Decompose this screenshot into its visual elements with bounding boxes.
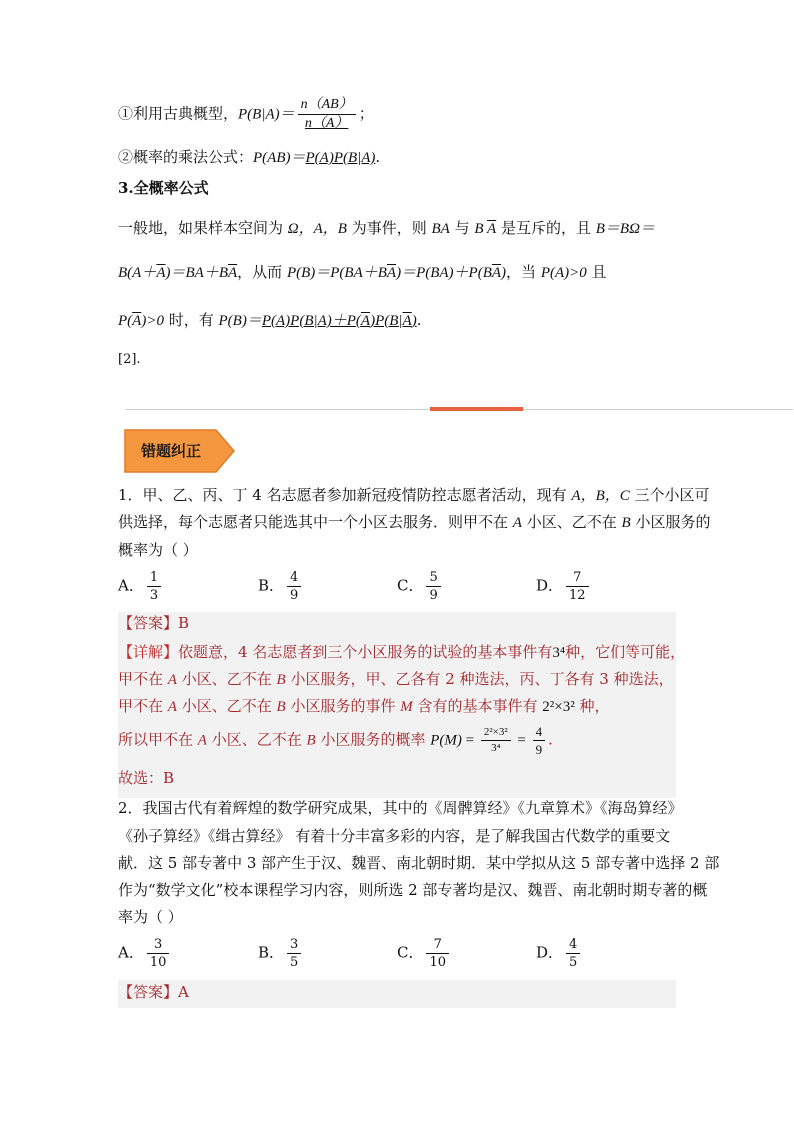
math-segment: A，B，C <box>571 488 630 504</box>
q1-answer-panel <box>118 612 686 798</box>
math-segment: B <box>276 672 286 688</box>
line-text: ②概率的乘法公式： <box>118 148 254 166</box>
q1-answer-line <box>118 613 189 633</box>
total-probability-line-1 <box>118 218 655 239</box>
option-fraction <box>147 570 161 603</box>
q1-conclusion: 故选：B <box>118 769 175 787</box>
q1-stem-line-2 <box>118 512 710 533</box>
option-fraction <box>287 570 301 603</box>
equals-sign: = <box>513 732 530 749</box>
math-segment: )>0 <box>141 313 164 329</box>
q2-stem-line-2: 《孙子算经》《缉古算经》 有着十分丰富多彩的内容，是了解我国古代数学的重要文 <box>118 827 671 845</box>
fraction-numerator: 4 <box>566 937 580 954</box>
text-segment: 供选择，每个志愿者只能选其中一个小区去服务．则甲不在 <box>118 513 513 531</box>
text-segment: 小区服务的事件 <box>285 697 401 715</box>
detail-label: 【详解】 <box>118 643 179 661</box>
equals-sign: = <box>461 732 478 749</box>
option-fraction <box>566 937 580 970</box>
text-segment: 与 <box>449 219 475 237</box>
math-segment: 2²×3² <box>542 699 575 715</box>
text-segment: 种，它们等可能， <box>565 643 686 661</box>
fraction-numerator: 7 <box>426 937 449 954</box>
total-probability-line-3 <box>118 310 422 331</box>
text-segment: 1．甲、乙、丙、丁 4 名志愿者参加新冠疫情防控志愿者活动，现有 <box>118 486 572 504</box>
math-segment: Ω，A，B <box>287 221 347 237</box>
text-segment: 小区、乙不在 <box>176 670 277 688</box>
option-label: B． <box>258 943 285 962</box>
fraction-numerator: 4 <box>287 570 301 587</box>
option-label: B． <box>258 576 285 595</box>
q1-stem-line-3: 概率为（ ） <box>118 541 198 559</box>
q2-option-a <box>118 937 172 970</box>
text-segment: 种， <box>574 697 610 715</box>
classical-model-formula-line <box>118 97 374 132</box>
total-probability-answer <box>262 311 417 329</box>
fraction-denominator: 5 <box>290 955 299 970</box>
text-segment: 甲不在 <box>118 670 168 688</box>
q2-option-b <box>258 937 304 970</box>
math-segment: )＝P(BA)＋P(B <box>396 265 492 281</box>
option-label: A． <box>118 943 144 962</box>
fraction-numerator: 2²×3² <box>481 726 511 741</box>
math-segment: A <box>167 672 177 688</box>
text-segment: 小区、乙不在 <box>521 513 622 531</box>
fraction-denominator: 10 <box>149 955 167 970</box>
q1-option-b <box>258 570 304 603</box>
section-title: 错题纠正 <box>141 442 202 460</box>
fraction-numerator: 4 <box>533 724 546 741</box>
complement-a: A <box>402 313 412 329</box>
answer-label: 【答案】 <box>118 614 179 632</box>
text-segment: 小区、乙不在 <box>176 697 277 715</box>
complement-a: $\overline{A}$ <box>227 265 238 281</box>
text-segment: . <box>416 311 422 329</box>
math-segment: A <box>167 699 177 715</box>
option-label: D． <box>536 576 564 595</box>
answer-label: 【答案】 <box>118 983 179 1001</box>
result-fraction <box>533 724 546 757</box>
q1-option-c <box>397 570 444 603</box>
option-fraction <box>426 937 449 970</box>
option-fraction <box>566 570 589 603</box>
text-segment: 时，有 <box>163 311 219 329</box>
option-fraction <box>287 937 301 970</box>
math-segment: M <box>400 699 413 715</box>
divider-accent-bar <box>430 407 523 411</box>
formula-answer: P(A)P(B|A) <box>305 150 376 166</box>
complement-a: $\overline{A}$ <box>386 265 397 281</box>
math-segment: B <box>276 699 286 715</box>
text-segment: 小区服务的 <box>630 513 711 531</box>
formula-lhs: P(AB)＝ <box>253 150 306 166</box>
fraction-numerator: 3 <box>287 937 301 954</box>
math-segment: P(B)＝P(BA＋B <box>286 265 387 281</box>
math-segment: B <box>621 515 631 531</box>
math-segment: )＝BA＋B <box>165 265 228 281</box>
text-segment: 小区、乙不在 <box>206 730 307 749</box>
q1-option-a <box>118 570 164 603</box>
q1-option-d <box>536 570 592 603</box>
text-segment: . <box>548 730 553 749</box>
text-segment: 依题意，4 名志愿者到三个小区服务的试验的基本事件有 <box>178 643 553 661</box>
q1-detail-line-1 <box>118 642 685 663</box>
q2-option-d <box>536 937 583 970</box>
fraction-numerator: 7 <box>566 570 589 587</box>
math-segment: P(A)P(B|A)＋P( <box>261 313 361 329</box>
reference-mark: [2]. <box>118 352 141 367</box>
q1-detail-line-2 <box>118 669 674 690</box>
q1-detail-line-3 <box>118 696 610 717</box>
complement-a: $\overline{A}$ <box>132 313 142 329</box>
text-segment: 甲不在 <box>118 697 168 715</box>
text-segment: ，从而 <box>237 263 287 281</box>
text-segment: 所以甲不在 <box>118 730 198 749</box>
q2-stem-line-4: 作为“数学文化”校本课程学习内容，则所选 2 部专著均是汉、魏晋、南北朝时期专著的概 <box>118 881 708 899</box>
complement-a: A <box>360 313 371 329</box>
section-divider <box>125 409 793 410</box>
fraction-numerator: 5 <box>426 570 440 587</box>
fraction-numerator: 3 <box>147 937 170 954</box>
option-fraction <box>426 570 440 603</box>
fraction <box>298 97 356 132</box>
math-segment: P(A)>0 <box>540 265 587 281</box>
complement-a: $\overline{A}$ <box>156 265 166 281</box>
total-probability-heading: 3.全概率公式 <box>118 179 209 197</box>
option-fraction <box>147 937 170 970</box>
text-segment: ，当 <box>506 263 541 281</box>
text-segment: 一般地，如果样本空间为 <box>118 219 288 237</box>
math-segment: P(M) <box>430 732 462 749</box>
fraction-denominator: 10 <box>429 955 447 970</box>
fraction-denominator: 3⁴ <box>491 742 501 754</box>
math-segment: A <box>197 732 207 749</box>
math-segment: B(A＋ <box>118 265 157 281</box>
total-probability-line-2 <box>118 262 607 283</box>
math-segment: 3⁴ <box>552 645 566 661</box>
fraction-denominator: 5 <box>569 955 578 970</box>
fraction-denominator: 12 <box>569 588 586 603</box>
math-segment: A <box>512 515 522 531</box>
math-segment: )P(B| <box>370 313 403 329</box>
q2-answer-panel <box>118 980 676 1008</box>
q2-stem-line-5: 率为（ ） <box>118 908 183 926</box>
fraction-denominator: 3 <box>149 588 159 603</box>
math-segment: B <box>306 732 316 749</box>
answer-value: B <box>178 614 190 632</box>
math-segment: ) <box>411 313 417 329</box>
q2-answer-line <box>118 982 189 1002</box>
fraction-denominator: 9 <box>290 588 299 603</box>
math-segment: ) <box>501 265 507 281</box>
probability-fraction <box>481 726 511 755</box>
complement-a: $\overline{A}$ <box>491 265 502 281</box>
q1-stem-line-1 <box>118 485 710 506</box>
section-banner <box>124 429 236 473</box>
text-segment: 是互斥的，且 <box>496 219 596 237</box>
math-segment: BA <box>431 221 450 237</box>
line-end: ； <box>358 104 374 123</box>
q2-stem-line-3: 献．这 5 部专著中 3 部产生于汉、魏晋、南北朝时期．某中学拟从这 5 部专著中选择 2 部 <box>118 854 720 872</box>
formula-lhs: P(B|A)＝ <box>238 106 295 123</box>
text-segment: 含有的基本事件有 <box>412 697 543 715</box>
fraction-denominator: 9 <box>535 742 543 757</box>
answer-value: A <box>178 983 189 1001</box>
option-label: A． <box>118 576 144 595</box>
text-segment: 小区服务的概率 <box>315 730 431 749</box>
text-segment: 三个小区可 <box>629 486 710 504</box>
fraction-numerator: n（AB） <box>298 97 356 115</box>
math-segment: B <box>474 221 488 237</box>
text-segment: 为事件，则 <box>346 219 432 237</box>
fraction-numerator: 1 <box>147 570 161 587</box>
option-label: D． <box>536 943 564 962</box>
text-segment: 且 <box>586 263 607 281</box>
option-label: C． <box>397 943 424 962</box>
q2-option-c <box>397 937 452 970</box>
option-label: C． <box>397 576 424 595</box>
q2-stem-line-1: 2．我国古代有着辉煌的数学研究成果，其中的《周髀算经》《九章算术》《海岛算经》 <box>118 799 683 817</box>
math-segment: B＝BΩ＝ <box>595 221 655 237</box>
multiplication-formula-line <box>118 147 380 168</box>
text-segment: 小区服务，甲、乙各有 2 种选法，丙、丁各有 3 种选法， <box>285 670 674 688</box>
fraction-denominator: n（A） <box>304 116 349 131</box>
fraction-denominator: 9 <box>429 588 438 603</box>
line-end: . <box>375 148 381 166</box>
line-text: ①利用古典概型， <box>118 104 239 123</box>
q1-detail-line-4 <box>118 724 553 757</box>
math-segment: P( <box>118 313 133 329</box>
math-segment: P(B)＝ <box>218 313 262 329</box>
complement-a: $\overline{A}$ <box>487 221 497 237</box>
